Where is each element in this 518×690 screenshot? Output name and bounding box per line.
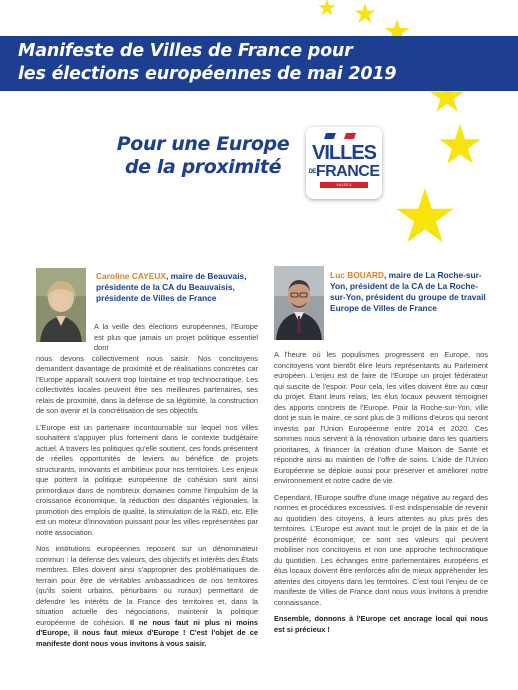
right-paragraph-2: Cependant, l'Europe souffre d'une image négative au regard des normes et procédures excessives. Il est indispensable de revenir au quotidien des citoyens, à leurs attentes au plus près des territoires. L'Europe est avant tout le projet de la paix et de la prospérité économique, ce sont ses valeurs qui peuvent mobiliser nos concitoyens et non une approche technocratique du quotidien. Les échanges entre parlementaires européens et élus locaux doivent être renforcés afin de mieux appréhender les attentes des citoyens dans les territoires. C'est tout l'enjeu de ce manifeste de Villes de France dont nous vous invitons à prendre connaissance. bbox=[274, 492, 488, 607]
logo-villes-text: VILLES bbox=[311, 142, 376, 164]
right-column-text bbox=[274, 350, 488, 641]
left-paragraph-1-continued: nous devons collectivement nous saisir. Nos concitoyens demandent davantage de proximité et de réalisations concrètes car l'Europe apparaît souvent trop lointaine et trop technocratique. Les collectivités locales peuvent être ses meilleures partenaires, ses relais de proximité, dans la défense de sa légitimité, la construction de son avenir et la concrétisation de ses objectifs. bbox=[36, 353, 258, 415]
right-paragraph-3: Ensemble, donnons à l'Europe cet ancrage local qui nous est si précieux ! bbox=[274, 614, 488, 634]
subtitle-line-2: de la proximité bbox=[124, 156, 282, 178]
left-paragraph-1: A la veille des élections européennes, l'Europe est plus que jamais un projet politique essentiel dont bbox=[94, 322, 258, 352]
author-right-heading: Luc BOUARD, maire de La Roche-sur-Yon, président de la CA de La Roche-sur-Yon, président du groupe de travail Europe de Villes de France bbox=[330, 270, 486, 313]
portrait-image bbox=[274, 266, 324, 340]
author-left-heading: Caroline CAYEUX, maire de Beauvais, présidente de la CA du Beauvaisis, présidente de Villes de France bbox=[96, 271, 247, 303]
logo-france-text: $^{DE}$FRANCE bbox=[308, 163, 380, 180]
villes-de-france-logo bbox=[306, 127, 382, 199]
star-icon bbox=[396, 188, 453, 242]
left-column-text bbox=[36, 322, 258, 655]
right-paragraph-1: A l'heure où les populismes progressent en Europe, nos concitoyens vont bientôt élire leurs représentants au Parlement européen. L'enjeu est de faire de l'Europe un projet fédérateur qui suscite de l'espoir. Pour cela, les villes doivent être au cœur du projet. Étant leurs relais, les élus locaux peuvent témoigner des apports concrets de l'Europe. Pour la Roche-sur-Yon, ville dont je suis le maire, ce sont plus de 3 millions d'euros qui seront investis par l'Union Européenne entre 2014 et 2020. Ces sommes nous servent à la rénovation urbaine dans les quartiers prioritaires, à financer la création d'une Maison de Santé et répondre ainsi au maintien de l'offre de soins. L'aide de l'Union Européenne se déploie aussi pour préserver et améliorer notre environnement et notre cadre de vie. bbox=[274, 350, 488, 485]
left-paragraph-2: L'Europe est un partenaire incontournable sur lequel nos villes souhaitent s'appuyer plus fortement dans le contexte budgétaire actuel. A travers les politiques qu'elle soutient, ces fonds présentent de réelles opportunités de leviers au bénéfice de projets structurants, innovants et ambitieux pour nos territoires. Les enjeux que portent la politique européenne de cohésion sont ainsi primordiaux dans de nombreux domaines comme l'impulsion de la croissance économique, la réduction des disparités régionales, la promotion des emplois de qualité, la stimulation de la R&D, etc. Elle est un moteur d'innovation puissant pour les villes représentées par notre association. bbox=[36, 422, 258, 537]
star-icon bbox=[355, 3, 376, 23]
subtitle bbox=[108, 133, 298, 179]
title-line-1: Manifeste de Villes de France pour bbox=[18, 41, 353, 61]
subtitle-line-1: Pour une Europe bbox=[116, 133, 290, 155]
logo-tagline: VILLES & AGGLOMÉRATIONS bbox=[320, 182, 368, 188]
title-banner bbox=[0, 36, 518, 91]
star-icon bbox=[318, 0, 335, 15]
portrait-luc-bouard bbox=[274, 266, 324, 340]
title-line-2: les élections européennes de mai 2019 bbox=[18, 64, 397, 84]
page-title bbox=[18, 40, 438, 86]
star-icon bbox=[439, 124, 481, 164]
left-paragraph-3: Nos institutions européennes reposent sur un dénominateur commun : la défense des valeurs, des objectifs et intérêts des États membres. Elles doivent ainsi s'approprier des problématiques de terrain pour être de véritables ambassadrices de nos territoires (qu'ils soient urbains, périurbains ou ruraux) permettant de défendre les intérêts de la France des territoires et, dans la situation actuelle des négociations, maintenir la politique européenne de cohésion. Il ne nous faut ni plus ni moins d'Europe, il nous faut mieux d'Europe ! C'est l'objet de ce manifeste dont nous vous invitons à vous saisir. bbox=[36, 544, 258, 648]
